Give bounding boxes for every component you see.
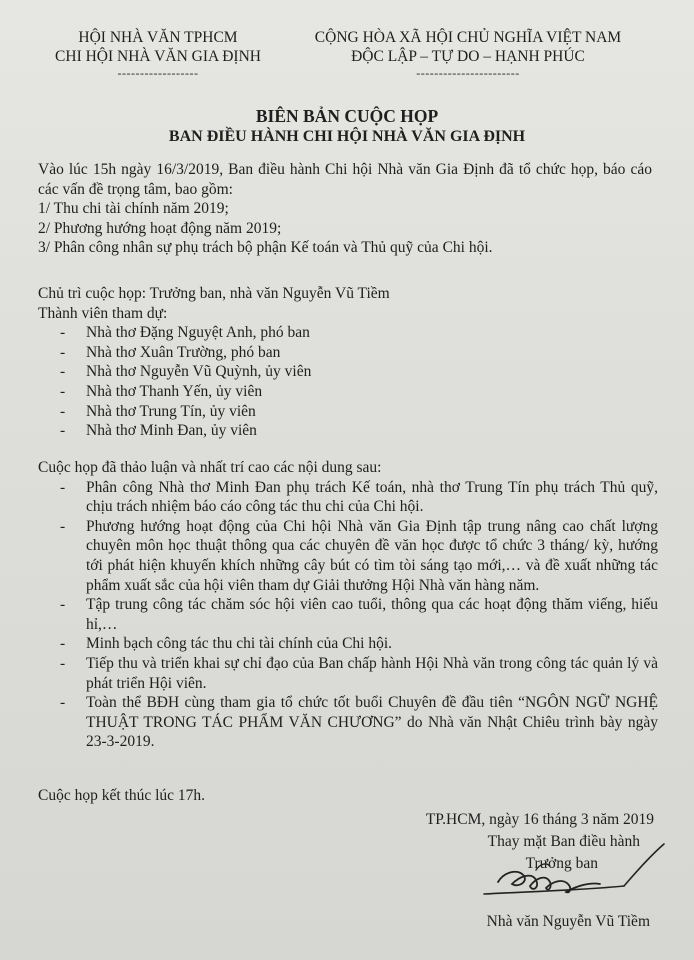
dash-marker: - — [60, 596, 66, 614]
list-item: - Phân công Nhà thơ Minh Đan phụ trách Kế toán, nhà thơ Trung Tín phụ trách Thủ quỹ, chịu trách nhiệm báo cáo công tác thu chi của Chi hội. — [60, 478, 658, 516]
agenda-item: 1/ Thu chi tài chính năm 2019; — [38, 200, 229, 218]
list-item: - Tập trung công tác chăm sóc hội viên cao tuổi, thông qua các hoạt động thăm viếng, hiếu hỉ,… — [60, 596, 658, 633]
attendees-section — [38, 284, 652, 441]
list-item: - Nhà thơ Xuân Trường, phó ban — [60, 343, 281, 361]
country-name: CỘNG HÒA XÃ HỘI CHỦ NGHĨA VIỆT NAM — [314, 29, 622, 46]
signer-name: Nhà văn Nguyễn Vũ Tiềm — [486, 913, 650, 930]
dash-marker: - — [60, 654, 66, 672]
document-title: BIÊN BẢN CUỘC HỌP — [255, 106, 439, 126]
list-item: - Nhà thơ Thanh Yến, ủy viên — [60, 382, 263, 400]
list-item: - Tiếp thu và triển khai sự chỉ đạo của Ban chấp hành Hội Nhà văn trong công tác quản lý và phát triển Hội viên. — [60, 654, 658, 692]
signer-position: Trưởng ban — [525, 855, 598, 872]
list-item: - Phương hướng hoạt động của Chi hội Nhà văn Gia Định tập trung nâng cao chất lượng chuyên môn học thuật thông qua các chuyên đề văn học được tổ chức 3 tháng/ kỳ, hướng tới phát hiện khuyến khích những cây bút có tìm tòi sáng tạo mới,… và đề xuất những tác phẩm xuất sắc của hội viên tham dự Giải thưởng Hội Nhà văn hàng năm. — [60, 517, 658, 594]
list-item: - Nhà thơ Trung Tín, ủy viên — [60, 402, 256, 420]
dash-marker: - — [60, 694, 66, 712]
list-item: - Nhà thơ Nguyễn Vũ Quỳnh, ủy viên — [60, 363, 312, 381]
dash-marker: - — [60, 422, 66, 440]
branch-name: CHI HỘI NHÀ VĂN GIA ĐỊNH — [55, 48, 261, 65]
on-behalf-label: Thay mặt Ban điều hành — [487, 833, 640, 850]
motto-divider: ----------------------- — [416, 66, 520, 80]
intro-section — [38, 160, 652, 258]
members-label: Thành viên tham dự: — [38, 304, 168, 322]
dash-marker: - — [60, 635, 66, 653]
closing-text: Cuộc họp kết thúc lúc 17h. — [38, 787, 206, 804]
members-list — [38, 323, 652, 441]
discussion-label: Cuộc họp đã thảo luận và nhất trí cao các nội dung sau: — [38, 459, 382, 476]
agenda-item: 3/ Phân công nhân sự phụ trách bộ phận Kế toán và Thủ quỹ của Chi hội. — [38, 239, 493, 257]
dash-marker: - — [60, 478, 66, 496]
agenda-item: 2/ Phương hướng hoạt động năm 2019; — [38, 219, 282, 237]
list-item: - Minh bạch công tác thu chi tài chính của Chi hội. — [60, 635, 393, 653]
organization-header — [38, 28, 278, 80]
dash-marker: - — [60, 324, 66, 342]
dash-marker: - — [60, 517, 66, 535]
list-item: - Toàn thể BĐH cùng tham gia tổ chức tốt buổi Chuyên đề đầu tiên “NGÔN NGỮ NGHỆ THUẬT TRONG TÁC PHẨM VĂN CHƯƠNG” do Nhà văn Nhật Chiêu trình bày ngày 23-3-2019. — [60, 694, 658, 751]
national-motto: ĐỘC LẬP – TỰ DO – HẠNH PHÚC — [351, 48, 585, 65]
national-header — [282, 28, 654, 80]
dash-marker: - — [60, 343, 66, 361]
intro-text: Vào lúc 15h ngày 16/3/2019, Ban điều hành Chi hội Nhà văn Gia Định đã tổ chức họp, báo cáo các vấn đề trọng tâm, bao gồm: — [38, 161, 652, 198]
document-subtitle: BAN ĐIỀU HÀNH CHI HỘI NHÀ VĂN GIA ĐỊNH — [168, 128, 526, 145]
org-divider: ------------------ — [117, 66, 199, 80]
dash-marker: - — [60, 382, 66, 400]
list-item: - Nhà thơ Đặng Nguyệt Anh, phó ban — [60, 324, 310, 342]
discussion-list — [38, 478, 658, 752]
date-line: TP.HCM, ngày 16 tháng 3 năm 2019 — [425, 811, 654, 828]
meeting-chair: Chủ trì cuộc họp: Trưởng ban, nhà văn Nguyễn Vũ Tiềm — [38, 285, 390, 302]
discussion-section — [38, 458, 658, 752]
dash-marker: - — [60, 363, 66, 381]
dash-marker: - — [60, 402, 66, 420]
list-item: - Nhà thơ Minh Đan, ủy viên — [60, 422, 257, 440]
handwritten-signature — [474, 842, 674, 906]
org-name: HỘI NHÀ VĂN TPHCM — [78, 29, 238, 46]
